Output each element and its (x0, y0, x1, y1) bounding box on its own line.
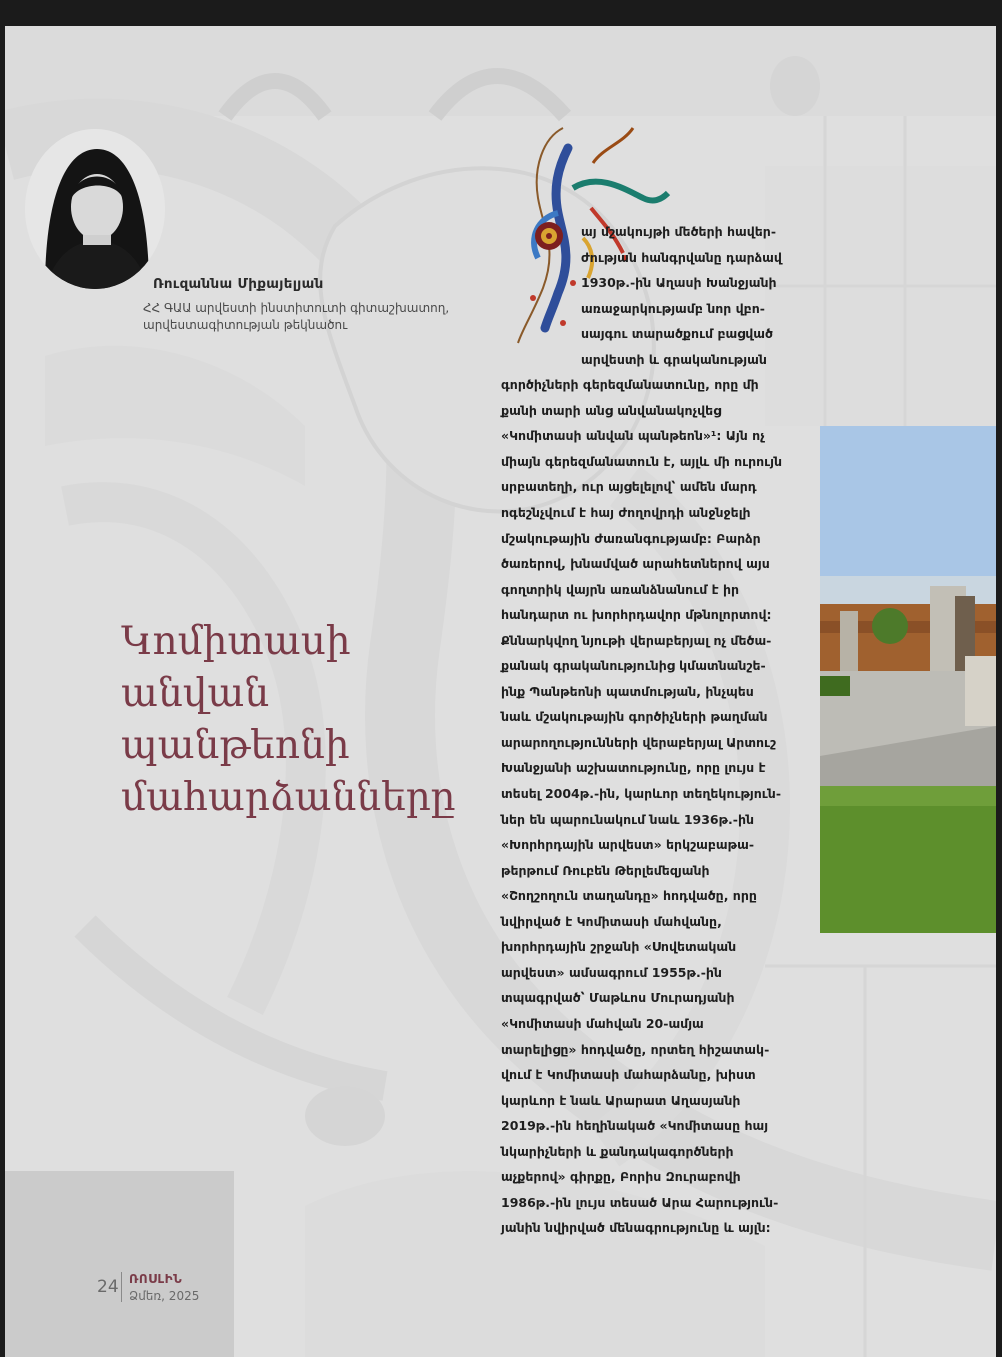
body-line: տպագրված՝ Մաթևոս Մուրադյանի (501, 990, 735, 1006)
body-line: հանդարտ ու խորհրդավոր մթնոլորտով: (501, 607, 772, 623)
pantheon-photo (820, 426, 996, 933)
body-line: կարևոր է նաև Արարատ Աղասյանի (501, 1092, 741, 1108)
body-line: նվիրված է Կոմիտասի մահվանը, (501, 913, 722, 929)
body-line: Քննարկվող նյութի վերաբերյալ ոչ մեծա- (501, 632, 772, 648)
body-line: վում է Կոմիտասի մահարձանը, խիստ (501, 1067, 756, 1083)
body-line: ոգեշնչվում է հայ ժողովրդի անջնջելի (501, 505, 751, 521)
body-line: առաջարկությամբ նոր վբո- (581, 300, 765, 316)
author-portrait (25, 129, 165, 289)
footer-divider (121, 1272, 122, 1302)
author-role (143, 300, 473, 334)
body-line: գործիչների գերեզմանատունը, որը մի (501, 377, 759, 393)
magazine-name: ՌՈՍԼԻՆ (129, 1272, 183, 1286)
body-line: ժության հանգրվանը դարձավ (581, 249, 782, 265)
body-line: «Կոմիտասի մահվան 20-ամյա (501, 1015, 704, 1031)
issue-date: Ձմեռ, 2025 (129, 1289, 200, 1303)
body-line: արարողությունների վերաբերյալ Արտուշ (501, 734, 777, 750)
body-line: Խանջյանի աշխատությունը, որը լույս է (501, 760, 766, 776)
body-line: 1986թ.-ին լույս տեսած Արա Հարություն- (501, 1194, 779, 1210)
body-line: տեսել 2004թ.-ին, կարևոր տեղեկություն- (501, 786, 782, 802)
body-line: ներ են պարունակում նաև 1936թ.-ին (501, 811, 755, 827)
body-line: նաև մշակութային գործիչների թաղման (501, 709, 768, 725)
article-title (121, 616, 491, 824)
body-line: գողտրիկ վայրն առանձնանում է իր (501, 581, 740, 597)
author-name: Ռուզաննա Միքայելյան (153, 276, 324, 292)
body-line: խորհրդային շրջանի «Սովետական (501, 939, 737, 955)
page-number: 24 (97, 1277, 119, 1297)
body-line: արվեստի և գրականության (581, 351, 767, 367)
magazine-page (5, 26, 996, 1357)
body-line: նկարիչների և քանդակագործների (501, 1143, 734, 1159)
body-line: աչքերով» գիրքը, Բորիս Զուրաբովի (501, 1169, 741, 1185)
body-line: միայն գերեզմանատուն է, այլև մի ուրույն (501, 453, 783, 469)
body-line: ինք Պանթեոնի պատմության, ինչպես (501, 683, 754, 699)
body-line: յանին նվիրված մենագրությունը և այլն: (501, 1220, 771, 1236)
footer-gray-block (5, 1171, 234, 1357)
body-line: քանակ գրականությունից կմատնանշե- (501, 658, 766, 674)
title-line: մահարձանները (121, 775, 456, 820)
title-line: Կոմիտասի (121, 619, 351, 664)
author-role-line: ՀՀ ԳԱԱ արվեստի ինստիտուտի գիտաշխատող, (143, 301, 450, 315)
body-line: այ մշակույթի մեծերի հավեր- (581, 224, 777, 239)
body-line: սրբատեղի, ուր այցելելով՝ ամեն մարդ (501, 479, 757, 495)
body-line: մշակութային ժառանգությամբ: Բարձր (501, 530, 761, 546)
body-line: «Շողշողուն տաղանդը» հոդվածը, որը (501, 888, 757, 904)
title-line: պանթեոնի (121, 723, 350, 768)
title-line: անվան (121, 671, 270, 716)
body-line: «Խորհրդային արվեստ» երկշաբաթա- (501, 837, 755, 853)
body-line: սայգու տարածքում բացված (581, 326, 773, 342)
body-line: ծառերով, խնամված արահետներով այս (501, 556, 770, 572)
body-line: տարելիցը» հոդվածը, որտեղ հիշատակ- (501, 1041, 770, 1057)
body-line: թերթում Ռուբեն Թերլեմեզյանի (501, 862, 710, 878)
article-body (501, 219, 819, 1241)
body-line: 1930թ.-ին Աղասի Խանջյանի (581, 275, 777, 291)
body-line: 2019թ.-ին հեղինակած «Կոմիտասը հայ (501, 1118, 769, 1134)
body-line: «Կոմիտասի անվան պանթեոն»¹: Այն ոչ (501, 428, 765, 444)
body-line: արվեստ» ամսագրում 1955թ.-ին (501, 964, 722, 980)
body-line: քանի տարի անց անվանակոչվեց (501, 402, 722, 418)
author-role-line: արվեստագիտության թեկնածու (143, 318, 348, 332)
